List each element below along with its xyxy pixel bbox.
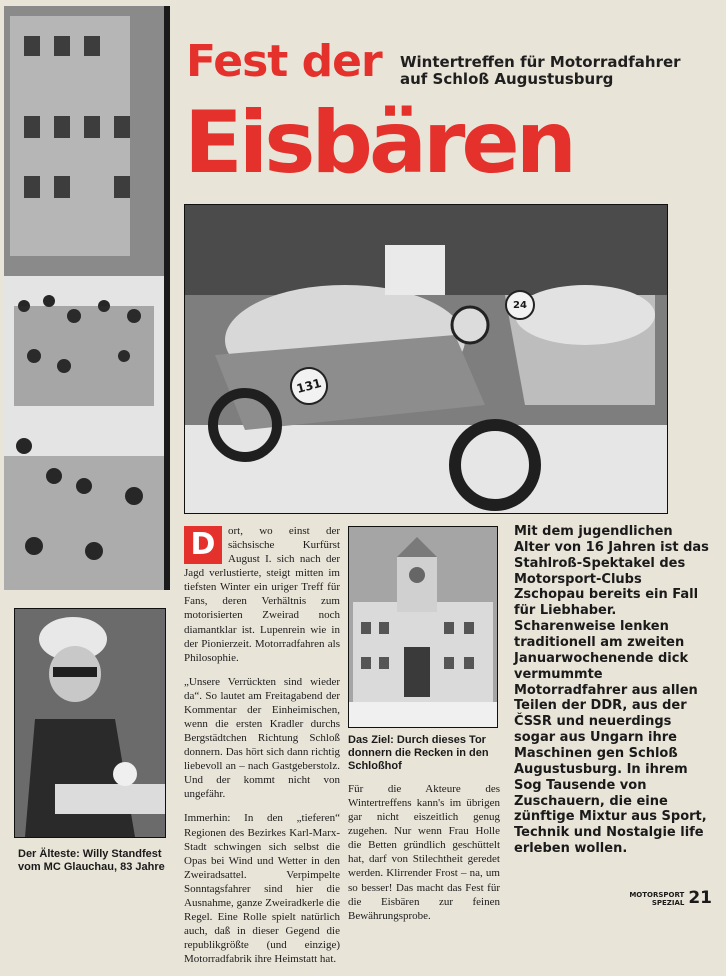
page-footer xyxy=(629,890,712,907)
paragraph xyxy=(184,524,340,665)
rider-caption: Der Älteste: Willy Standfest vom MC Glauchau, 83 Jahre xyxy=(18,848,165,874)
castle-gate-photo xyxy=(348,526,498,728)
dropcap: D xyxy=(184,526,222,564)
headline-top: Fest der xyxy=(186,36,382,87)
moto-start-number: 24 xyxy=(505,290,535,320)
column-rule xyxy=(164,6,170,590)
headline-subtitle: Wintertreffen für Motorradfahrer auf Schloß Augustusburg xyxy=(400,53,681,88)
paragraph-text: ort, wo einst der sächsische Kurfürst August I. sich nach der Jagd verlustierte, steigt mitten im tiefsten Winter ein uriger Treff für Fans, deren Verhältnis zum motorisierten Zweirad noch diamantklar ist. Lupenrein wie in der Pionierzeit. Motorradfahren als Philosophie. xyxy=(184,525,340,664)
article-intro-bold: Mit dem jugendlichen Alter von 16 Jahren ist das Stahlroß-Spektakel des Motorsport-Clubs Zschopau bereits ein Fall für Liebhaber. Scharenweise lenken traditionell am zweiten Januarwochenende dick vermummte Motorradfahrer aus allen Teilen der DDR, aus der ČSSR und neuerdings sogar aus Ungarn ihre Maschinen gen Schloß Augustusburg. In ihrem Sog Tausende von Zuschauern, die eine zünftige Mixtur aus Sport, Technik und Nostalgie life erleben wollen. xyxy=(514,524,709,857)
article-column-2 xyxy=(348,782,500,933)
crowd-castle-photo xyxy=(4,6,164,590)
rider-portrait-photo xyxy=(14,608,166,838)
magazine-name-line2: SPEZIAL xyxy=(651,898,685,907)
castle-caption: Das Ziel: Durch dieses Tor donnern die Recken in den Schloßhof xyxy=(348,734,489,773)
paragraph: Immerhin: In den „tieferen“ Regionen des Bezirkes Karl-Marx-Stadt schwingen sich selbst die Opas bei Wind und Wetter in den Zweiradsattel. Verpimpelte Sonntagsfahrer sind hier die Ausnahme, ganze Zweiradkerle die Regel. Eine Rolle spielt natürlich auch, daß in dieser Gegend die republikgrößte (und einzige) Motorradfabrik ihre Heimstatt hat. xyxy=(184,812,340,966)
paragraph: „Unsere Verrückten sind wieder da“. So lautet am Freitagabend der Kommentar der Einheimischen, wenn die ersten Kradler durchs Bergstädtchen Richtung Schloß donnern. Das hört sich dann richtig liebevoll an – nach Gastgeberstolz. Und der kommt nicht von ungefähr. xyxy=(184,675,340,801)
magazine-name xyxy=(629,892,684,907)
sidecar-photo xyxy=(184,204,668,514)
sidecar-start-number: 131 xyxy=(286,363,333,410)
headline-main: Eisbären xyxy=(184,93,573,193)
article-column-1 xyxy=(184,524,340,976)
magazine-name-line1: MOTORSPORT xyxy=(629,891,685,900)
page-number: 21 xyxy=(688,888,712,908)
paragraph: Für die Akteure des Wintertreffens kann's im übrigen gar nicht eiszeitlich genug zugehen. Nur wenn Frau Holle die Betten gründlich geschüttelt hat, darf von Stilechtheit geredet werden. Klirrender Frost – na, um so besser! Das macht das Fest für die Eisbären zur feinen Bewährungsprobe. xyxy=(348,783,500,922)
